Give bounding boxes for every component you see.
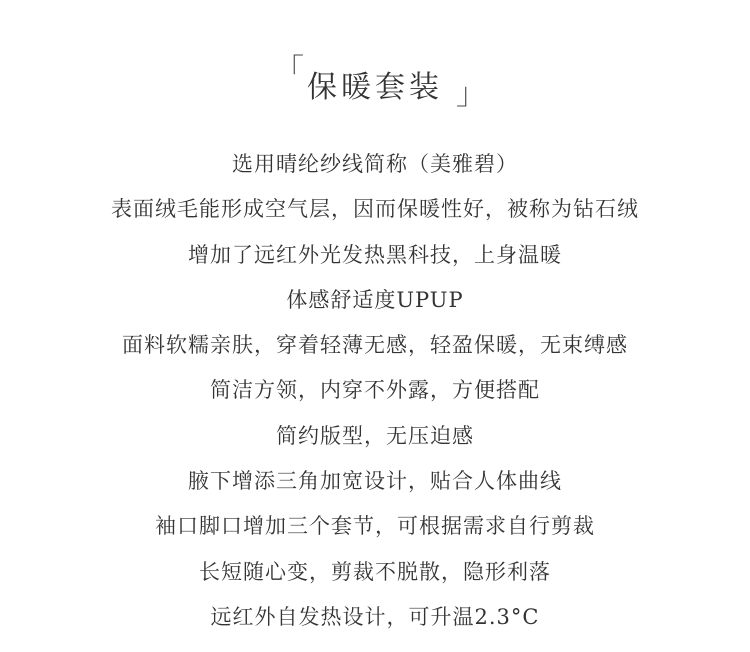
feature-line: 增加了远红外光发热黑科技，上身温暖 [188,242,562,267]
feature-line: 长短随心变，剪裁不脱散，隐形利落 [199,559,551,584]
title-open-bracket: 「 [274,53,304,88]
feature-line: 远红外自发热设计，可升温2.3°C [210,604,540,629]
feature-list [0,142,750,640]
page-title: 保暖套装 [307,70,443,105]
feature-line: 体感舒适度UPUP [286,287,464,312]
feature-line: 简洁方领，内穿不外露，方便搭配 [210,378,540,403]
section-title [0,48,750,118]
title-close-bracket: 」 [456,77,486,112]
feature-line: 选用晴纶纱线简称（美雅碧） [232,152,518,176]
feature-line: 腋下增添三角加宽设计，贴合人体曲线 [188,469,562,494]
feature-line: 面料软糯亲肤，穿着轻薄无感，轻盈保暖，无束缚感 [122,333,628,358]
feature-line: 表面绒毛能形成空气层，因而保暖性好，被称为钻石绒 [111,197,639,222]
feature-line: 袖口脚口增加三个套节，可根据需求自行剪裁 [155,514,595,539]
feature-line: 简约版型，无压迫感 [276,423,474,448]
